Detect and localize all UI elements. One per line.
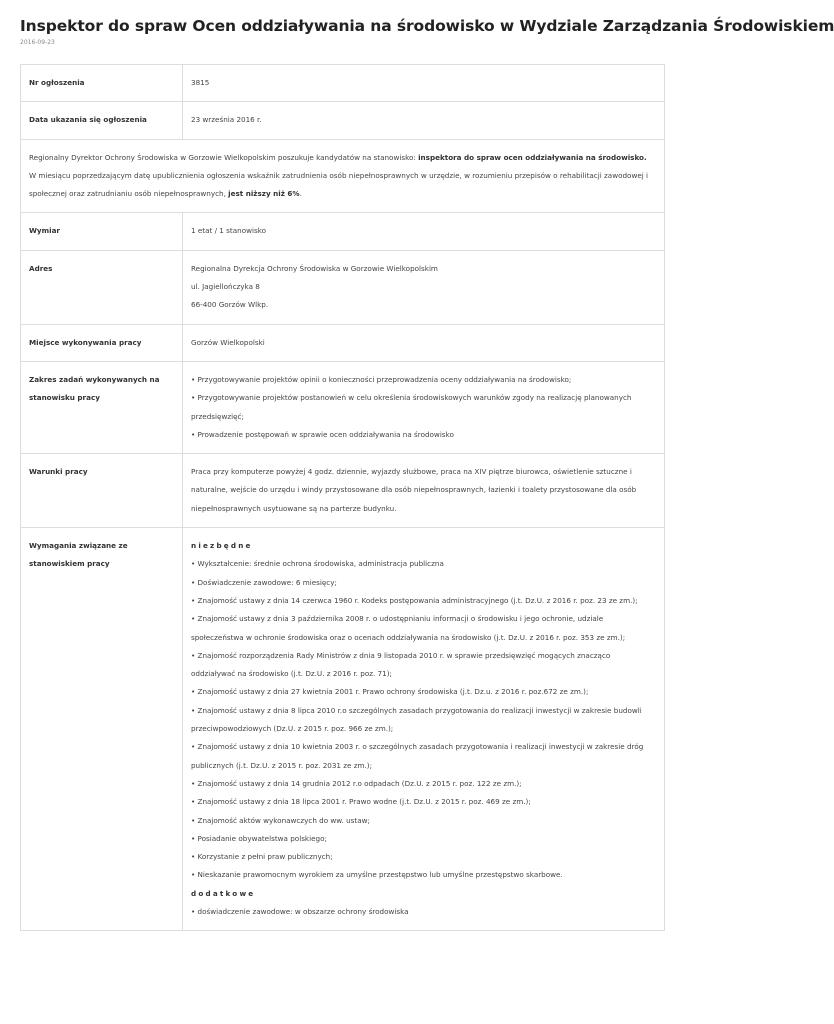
employment-rate-value: jest niższy niż 6% bbox=[228, 189, 300, 199]
row-label: Adres bbox=[21, 250, 183, 324]
table-row bbox=[21, 102, 665, 139]
list-item: • Znajomość ustawy z dnia 18 lipca 2001 r. Prawo wodne (j.t. Dz.U. z 2015 r. poz. 469 ze zm.); bbox=[191, 797, 531, 807]
list-item: • doświadczenie zawodowe: w obszarze ochrony środowiska bbox=[191, 906, 409, 916]
intro-line bbox=[29, 149, 656, 167]
employment-rate-text: W miesiącu poprzedzającym datę upublicznienia ogłoszenia wskaźnik zatrudnienia osób niepełnosprawnych w urzędzie, w rozumieniu przepisów o rehabilitacji zawodowej i społecznej oraz zatrudnianiu osób niepełnosprawnych, bbox=[29, 170, 649, 199]
table-row bbox=[21, 65, 665, 102]
address-line: 66-400 Gorzów Wlkp. bbox=[191, 300, 269, 310]
intro-line bbox=[29, 167, 656, 204]
intro-text: Regionalny Dyrektor Ochrony Środowiska w Gorzowie Wielkopolskim poszukuje kandydatów na stanowisko: bbox=[29, 152, 416, 162]
list-item: • Znajomość ustawy z dnia 3 października 2008 r. o udostępnianiu informacji o środowisku i jego ochronie, udziale społeczeństwa w ochronie środowiska oraz o ocenach oddziaływania na środowisko (j.t. Dz.U. z 2016 r. poz. 353 ze zm.); bbox=[191, 614, 626, 642]
intro-end: . bbox=[299, 189, 302, 199]
row-label: Data ukazania się ogłoszenia bbox=[21, 102, 183, 139]
intro-position: inspektora do spraw ocen oddziaływania na środowisko. bbox=[418, 152, 647, 162]
list-item: • Nieskazanie prawomocnym wyrokiem za umyślne przestępstwo lub umyślne przestępstwo skarbowe. bbox=[191, 870, 563, 880]
address-line: Regionalna Dyrekcja Ochrony Środowiska w Gorzowie Wielkopolskim bbox=[191, 263, 438, 273]
table-row bbox=[21, 454, 665, 528]
work-place: Gorzów Wielkopolski bbox=[183, 324, 665, 361]
page-title: Inspektor do spraw Ocen oddziaływania na środowisko w Wydziale Zarządzania Środowiskiem bbox=[20, 17, 834, 35]
row-label: Miejsce wykonywania pracy bbox=[21, 324, 183, 361]
list-item: • Przygotowywanie projektów opinii o konieczności przeprowadzenia oceny oddziaływania na środowisko; bbox=[191, 374, 572, 384]
list-item: • Przygotowywanie projektów postanowień w celu określenia środowiskowych warunków zgody na realizację planowanych przedsięwzięć; bbox=[191, 393, 632, 421]
row-label: Zakres zadań wykonywanych na stanowisku pracy bbox=[21, 361, 183, 453]
address-line: ul. Jagiellończyka 8 bbox=[191, 282, 260, 292]
row-label: Wymiar bbox=[21, 213, 183, 250]
list-item: • Znajomość rozporządzenia Rady Ministrów z dnia 9 listopada 2010 r. w sprawie przedsięwzięć mogących znacząco oddziaływać na środowisko (j.t. Dz.U. z 2016 r. poz. 71); bbox=[191, 650, 611, 679]
address bbox=[183, 250, 665, 324]
list-item: • Prowadzenie postępowań w sprawie ocen oddziaływania na środowisko bbox=[191, 429, 454, 439]
work-conditions: Praca przy komputerze powyżej 4 godz. dziennie, wyjazdy służbowe, praca na XIV piętrze biurowca, oświetlenie sztuczne i naturalne, wejście do urzędu i windy przystosowane dla osób niepełnosprawnych, łazienki i toalety przystosowane dla osób niepełnosprawnych usytuowane są na parterze budynku. bbox=[183, 454, 665, 528]
table-row bbox=[21, 324, 665, 361]
table-row bbox=[21, 139, 665, 213]
list-item: • Wykształcenie: średnie ochrona środowiska, administracja publiczna bbox=[191, 559, 444, 569]
list-item: • Znajomość ustawy z dnia 14 czerwca 1960 r. Kodeks postępowania administracyjnego (j.t. Dz.U. z 2016 r. poz. 23 ze zm.); bbox=[191, 595, 638, 605]
work-time: 1 etat / 1 stanowisko bbox=[183, 213, 665, 250]
list-item: • Korzystanie z pełni praw publicznych; bbox=[191, 852, 333, 862]
intro-cell bbox=[21, 139, 665, 213]
table-row bbox=[21, 528, 665, 931]
publication-date: 2016-09-23 bbox=[20, 39, 55, 46]
requirements bbox=[183, 528, 665, 931]
required-heading: niezbędne bbox=[191, 541, 253, 551]
row-label: Wymagania związane ze stanowiskiem pracy bbox=[21, 528, 183, 931]
offer-details-table bbox=[20, 64, 665, 931]
list-item: • Posiadanie obywatelstwa polskiego; bbox=[191, 833, 327, 843]
table-row bbox=[21, 250, 665, 324]
duties-list bbox=[183, 361, 665, 453]
list-item: • Doświadczenie zawodowe: 6 miesięcy; bbox=[191, 577, 337, 587]
row-label: Nr ogłoszenia bbox=[21, 65, 183, 102]
offer-number: 3815 bbox=[183, 65, 665, 102]
offer-date: 23 września 2016 r. bbox=[183, 102, 665, 139]
list-item: • Znajomość ustawy z dnia 10 kwietnia 2003 r. o szczególnych zasadach przygotowania i realizacji inwestycji w zakresie dróg publicznych (j.t. Dz.U. z 2015 r. poz. 2031 ze zm.); bbox=[191, 742, 644, 770]
table-row bbox=[21, 361, 665, 453]
additional-heading: dodatkowe bbox=[191, 888, 256, 898]
list-item: • Znajomość ustawy z dnia 27 kwietnia 2001 r. Prawo ochrony środowiska (j.t. Dz.u. z 2016 r. poz.672 ze zm.); bbox=[191, 687, 589, 697]
list-item: • Znajomość aktów wykonawczych do ww. ustaw; bbox=[191, 815, 370, 825]
row-label: Warunki pracy bbox=[21, 454, 183, 528]
list-item: • Znajomość ustawy z dnia 14 grudnia 2012 r.o odpadach (Dz.U. z 2015 r. poz. 122 ze zm.); bbox=[191, 778, 522, 788]
table-row bbox=[21, 213, 665, 250]
list-item: • Znajomość ustawy z dnia 8 lipca 2010 r.o szczególnych zasadach przygotowania do realizacji inwestycji w zakresie budowli przeciwpowodziowych (Dz.U. z 2015 r. poz. 966 ze zm.); bbox=[191, 705, 642, 734]
